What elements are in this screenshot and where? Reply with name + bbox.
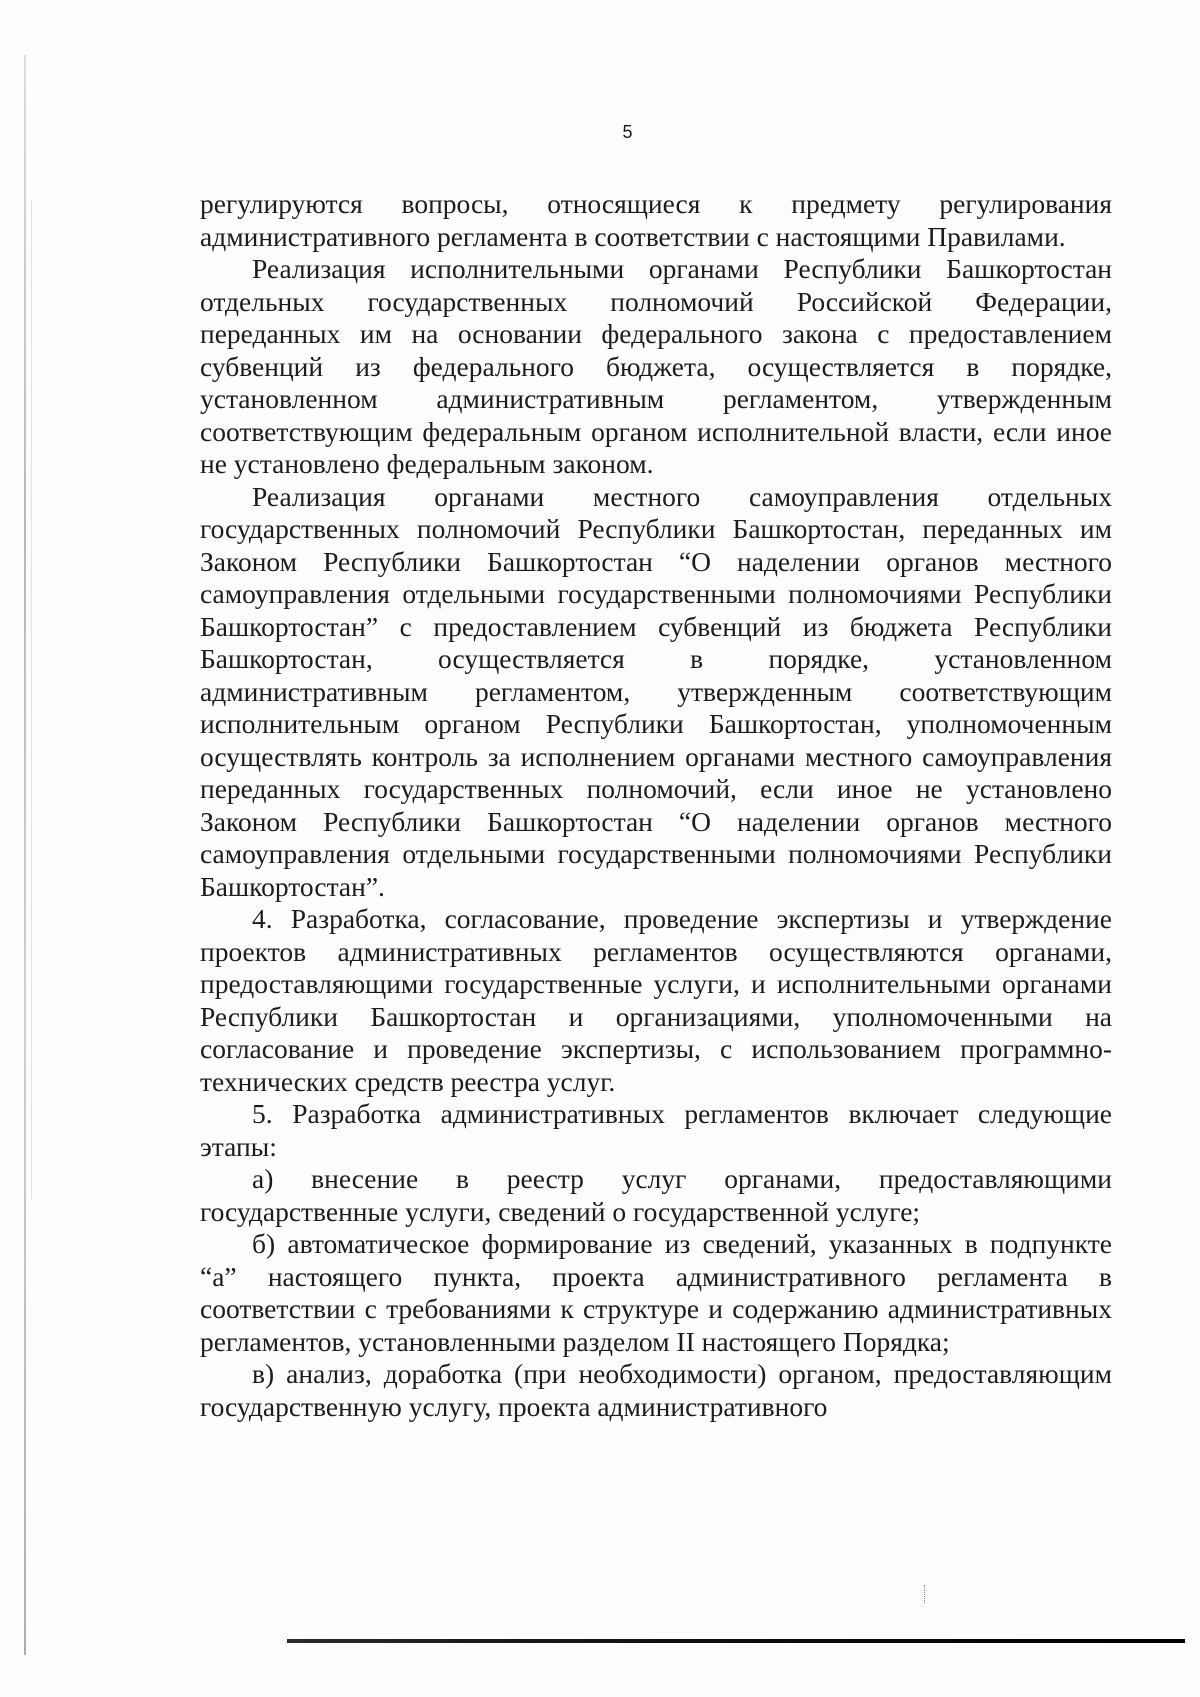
scan-speck bbox=[924, 1585, 928, 1603]
paragraph-subitem-a: а) внесение в реестр услуг органами, предоставляющими государственные услуги, сведений о государственной услуге; bbox=[200, 1163, 1112, 1227]
scan-left-edge-shadow bbox=[31, 200, 32, 1200]
page-number: 5 bbox=[622, 122, 633, 142]
paragraph-item-5: 5. Разработка административных регламентов включает следующие этапы: bbox=[200, 1098, 1112, 1162]
paragraph-continuation: регулируются вопросы, относящиеся к предмету регулирования административного регламента в соответствии с настоящими Правилами. bbox=[200, 188, 1112, 252]
paragraph-federal-powers: Реализация исполнительными органами Республики Башкортостан отдельных государственных полномочий Российской Федерации, переданных им на основании федерального закона с предоставлением субвенций из федерального бюджета, осуществляется в порядке, установленном административным регламентом, утвержденным соответствующим федеральным органом исполнительной власти, если иное не установлено федеральным законом. bbox=[200, 253, 1112, 479]
scan-left-edge bbox=[24, 55, 26, 1655]
paragraph-subitem-b: б) автоматическое формирование из сведений, указанных в подпункте “а” настоящего пункта, проекта административного регламента в соответствии с требованиями к структуре и содержанию административных регламентов, установленными разделом II настоящего Порядка; bbox=[200, 1228, 1112, 1357]
document-body bbox=[200, 188, 1112, 1423]
bottom-scan-rule bbox=[287, 1639, 1185, 1643]
paragraph-subitem-v: в) анализ, доработка (при необходимости) органом, предоставляющим государственную услугу, проекта административного bbox=[200, 1358, 1112, 1422]
paragraph-local-self-government: Реализация органами местного самоуправления отдельных государственных полномочий Республики Башкортостан, переданных им Законом Республики Башкортостан “О наделении органов местного самоуправления отдельными государственными полномочиями Республики Башкортостан” с предоставлением субвенций из бюджета Республики Башкортостан, осуществляется в порядке, установленном административным регламентом, утвержденным соответствующим исполнительным органом Республики Башкортостан, уполномоченным осуществлять контроль за исполнением органами местного самоуправления переданных государственных полномочий, если иное не установлено Законом Республики Башкортостан “О наделении органов местного самоуправления отдельными государственными полномочиями Республики Башкортостан”. bbox=[200, 480, 1112, 902]
paragraph-item-4: 4. Разработка, согласование, проведение экспертизы и утверждение проектов административных регламентов осуществляются органами, предоставляющими государственные услуги, и исполнительными органами Республики Башкортостан и организациями, уполномоченными на согласование и проведение экспертизы, с использованием программно-технических средств реестра услуг. bbox=[200, 903, 1112, 1097]
